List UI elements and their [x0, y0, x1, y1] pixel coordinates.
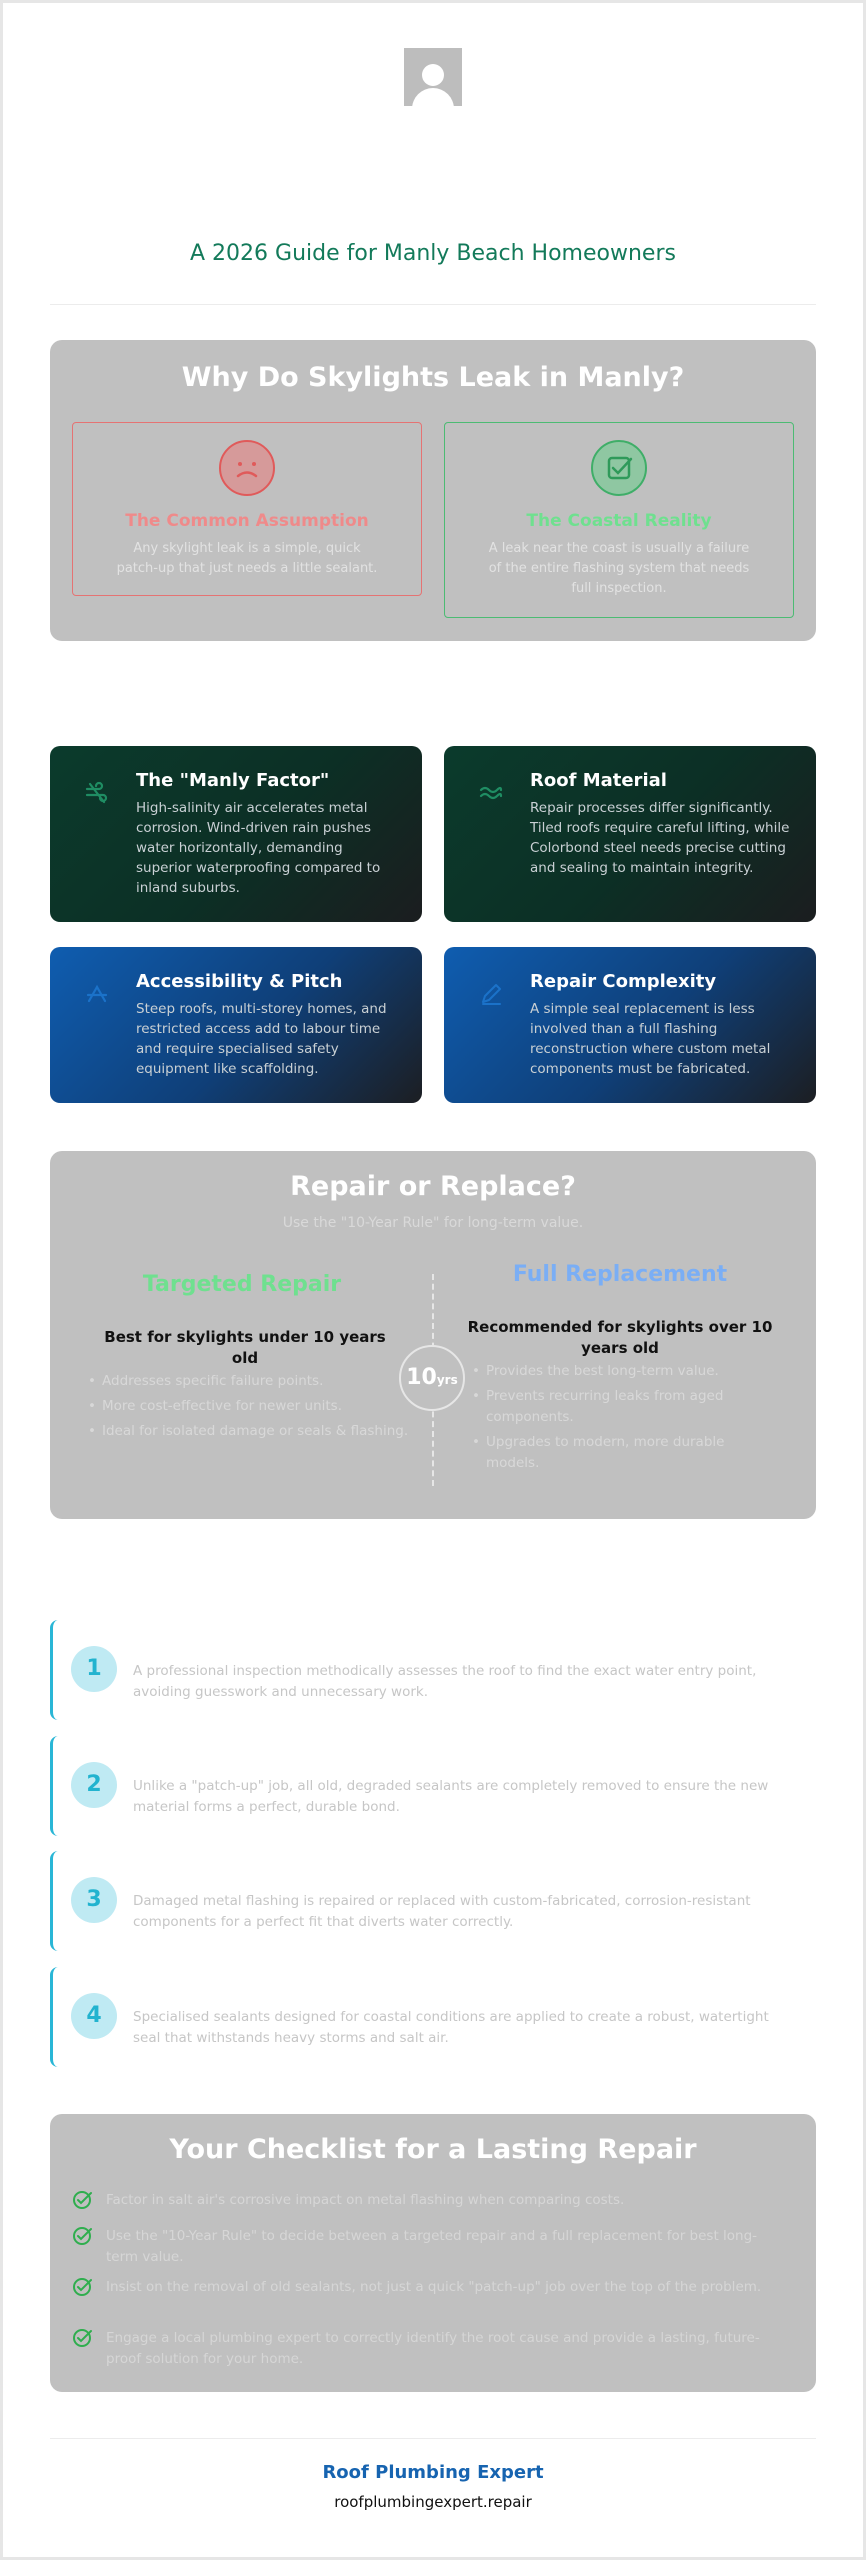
user-placeholder-icon: [404, 48, 462, 106]
factor-text: High-salinity air accelerates metal corrosion. Wind-driven rain pushes water horizontally, demanding superior waterproofing compared to inland suburbs.: [136, 800, 381, 896]
divider: [50, 2438, 816, 2439]
process-step: [50, 1736, 816, 1836]
repair-replace-title: Repair or Replace?: [290, 1171, 576, 1202]
repair-replace-section: [50, 1151, 816, 1519]
targeted-repair-list: [88, 1371, 418, 1446]
footer-brand: Roof Plumbing Expert: [322, 2462, 544, 2483]
step-text: Damaged metal flashing is repaired or replaced with custom-fabricated, corrosion-resistant components for a perfect fit that diverts water correctly.: [133, 1893, 751, 1930]
list-item: • Prevents recurring leaks from aged components.: [472, 1386, 782, 1428]
page-subtitle: A 2026 Guide for Manly Beach Homeowners: [190, 241, 676, 266]
factor-card: [444, 947, 816, 1103]
factor-title: Roof Material: [530, 770, 667, 791]
process-step: [50, 1967, 816, 2067]
step-number: 3: [71, 1877, 117, 1923]
checklist-section: [50, 2114, 816, 2392]
assumption-card: [72, 422, 422, 596]
checklist-title: Your Checklist for a Lasting Repair: [169, 2134, 697, 2165]
full-replacement-title: Full Replacement: [512, 1262, 728, 1287]
factor-title: The "Manly Factor": [136, 770, 330, 791]
angle-icon: [84, 981, 110, 1007]
reality-text: A leak near the coast is usually a failure of the entire flashing system that needs full inspection.: [488, 541, 750, 596]
step-text: Specialised sealants designed for coastal conditions are applied to create a robust, watertight seal that withstands heavy storms and salt air.: [133, 2009, 769, 2046]
targeted-repair-title: Targeted Repair: [142, 1272, 342, 1297]
check-circle-icon: [72, 2328, 92, 2348]
assumption-title: The Common Assumption: [125, 511, 369, 531]
check-circle-icon: [72, 2277, 92, 2297]
reality-card: [444, 422, 794, 618]
list-item: • Upgrades to modern, more durable models.: [472, 1432, 782, 1474]
step-number: 2: [71, 1762, 117, 1808]
targeted-repair-subtitle: Best for skylights under 10 years old: [104, 1328, 386, 1367]
checklist-text: Use the "10-Year Rule" to decide between a targeted repair and a full replacement for best long-term value.: [106, 2228, 758, 2265]
step-number: 1: [71, 1646, 117, 1692]
factor-title: Accessibility & Pitch: [136, 971, 343, 992]
full-replacement-list: [472, 1361, 782, 1478]
process-step: [50, 1851, 816, 1951]
waves-icon: [478, 780, 504, 806]
repair-replace-subtitle: Use the "10-Year Rule" for long-term value.: [282, 1215, 584, 1231]
badge-number: 10: [406, 1365, 437, 1390]
pencil-icon: [478, 981, 504, 1007]
factor-card: [50, 947, 422, 1103]
step-text: Unlike a "patch-up" job, all old, degraded sealants are completely removed to ensure the new material forms a perfect, durable bond.: [133, 1778, 769, 1815]
list-item: • Provides the best long-term value.: [472, 1361, 782, 1382]
factor-title: Repair Complexity: [530, 971, 717, 992]
wind-icon: [84, 780, 110, 806]
process-step: [50, 1620, 816, 1720]
check-circle-icon: [72, 2190, 92, 2210]
factor-text: A simple seal replacement is less involved than a full flashing reconstruction where custom metal components must be fabricated.: [530, 1001, 771, 1077]
sad-face-icon: [219, 440, 275, 496]
step-text: A professional inspection methodically assesses the roof to find the exact water entry point, avoiding guesswork and unnecessary work.: [133, 1663, 757, 1700]
ten-year-badge: [399, 1345, 465, 1411]
checklist-text: Engage a local plumbing expert to correctly identify the root cause and provide a lasting, future-proof solution for your home.: [106, 2330, 760, 2367]
step-number: 4: [71, 1993, 117, 2039]
why-section-title: Why Do Skylights Leak in Manly?: [181, 362, 685, 393]
list-item: • Addresses specific failure points.: [88, 1371, 418, 1392]
check-circle-icon: [72, 2226, 92, 2246]
checklist-text: Insist on the removal of old sealants, not just a quick "patch-up" job over the top of the problem.: [106, 2279, 762, 2295]
footer-url-link[interactable]: roofplumbingexpert.repair: [334, 2493, 532, 2511]
divider: [50, 304, 816, 305]
full-replacement-subtitle: Recommended for skylights over 10 years old: [467, 1318, 773, 1357]
badge-unit: yrs: [436, 1373, 458, 1387]
factor-text: Steep roofs, multi-storey homes, and restricted access add to labour time and require specialised safety equipment like scaffolding.: [136, 1001, 387, 1077]
check-box-icon: [591, 440, 647, 496]
why-section: [50, 340, 816, 641]
factor-text: Repair processes differ significantly. Tiled roofs require careful lifting, while Colorbond steel needs precise cutting and sealing to maintain integrity.: [530, 800, 790, 876]
list-item: • Ideal for isolated damage or seals & flashing.: [88, 1421, 418, 1442]
reality-title: The Coastal Reality: [526, 511, 712, 531]
list-item: • More cost-effective for newer units.: [88, 1396, 418, 1417]
checklist-text: Factor in salt air's corrosive impact on metal flashing when comparing costs.: [106, 2192, 625, 2208]
assumption-text: Any skylight leak is a simple, quick patch-up that just needs a little sealant.: [116, 541, 378, 576]
factor-card: [444, 746, 816, 922]
factor-card: [50, 746, 422, 922]
